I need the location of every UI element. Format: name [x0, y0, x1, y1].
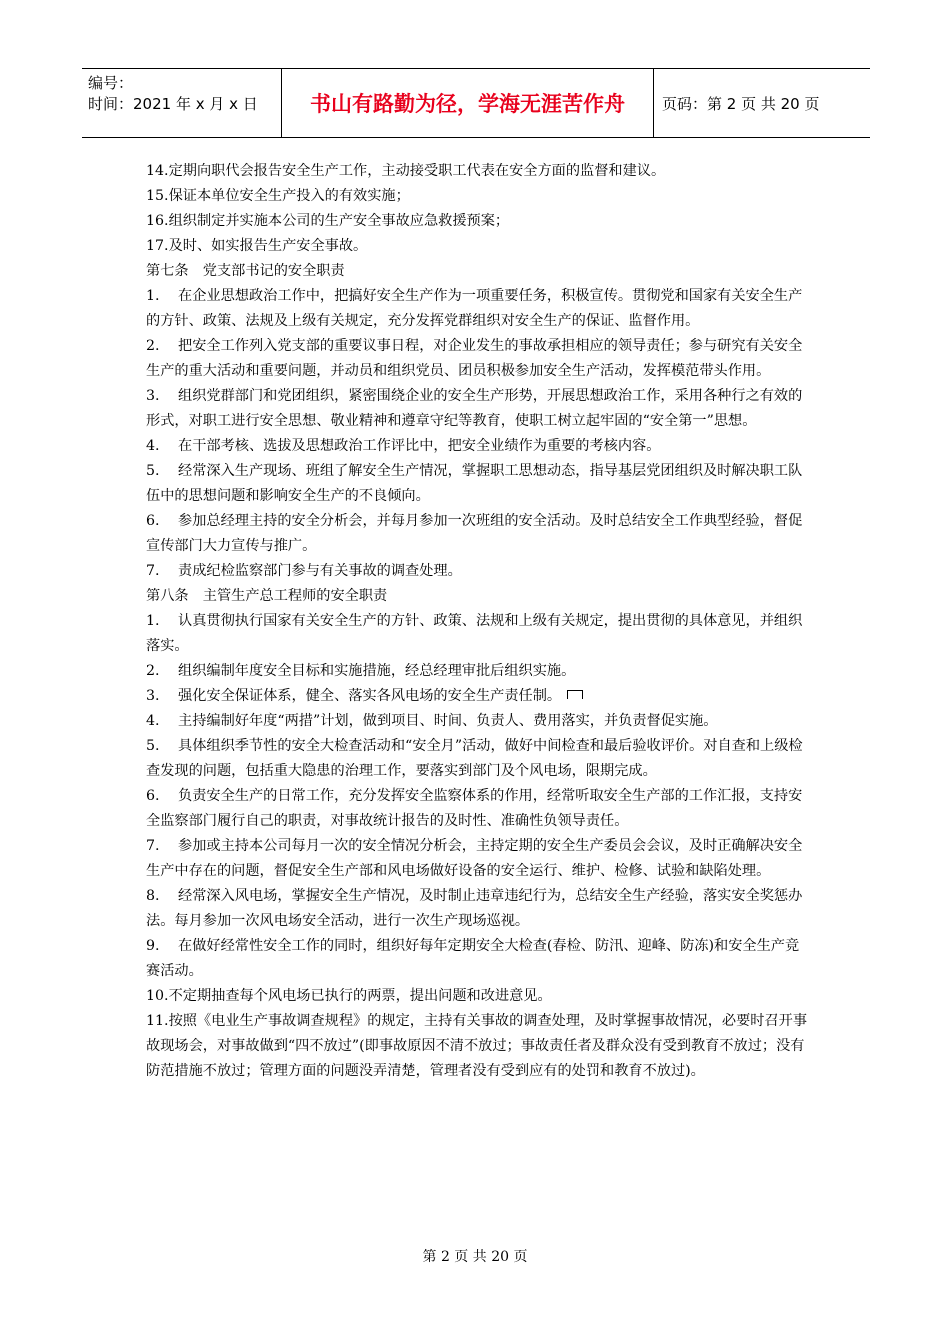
- list-item: [146, 734, 808, 784]
- paragraph: 14.定期向职代会报告安全生产工作，主动接受职工代表在安全方面的监督和建议。: [146, 163, 666, 179]
- list-item-text: 强化安全保证体系，健全、落实各风电场的安全生产责任制。: [178, 688, 562, 704]
- header-id-label: 编号：: [88, 74, 134, 92]
- list-item-number: 9.: [146, 938, 160, 954]
- header-page-label: 页码：第 2 页 共 20 页: [662, 94, 820, 113]
- list-item-number: 1.: [146, 613, 160, 629]
- paragraph: 第七条 党支部书记的安全职责: [146, 263, 345, 279]
- list-item-text: 责成纪检监察部门参与有关事故的调查处理。: [178, 563, 462, 579]
- paragraph: 11.按照《电业生产事故调查规程》的规定，主持有关事故的调查处理，及时掌握事故情况，必要时召开事故现场会，对事故做到“四不放过”(即事故原因不清不放过；事故责任者及群众没有受到教育不放过；没有防范措施不放过；管理方面的问题没弄清楚，管理者没有受到应有的处罚和教育不放过)。: [146, 1013, 808, 1079]
- list-item: [146, 384, 808, 434]
- paragraph: 10.不定期抽查每个风电场已执行的两票，提出问题和改进意见。: [146, 988, 552, 1004]
- list-item-text: 负责安全生产的日常工作，充分发挥安全监察体系的作用，经常听取安全生产部的工作汇报，支持安全监察部门履行自己的职责，对事故统计报告的及时性、准确性负领导责任。: [146, 788, 803, 829]
- list-item-text: 在做好经常性安全工作的同时，组织好每年定期安全大检查(春检、防汛、迎峰、防冻)和安全生产竞赛活动。: [146, 938, 800, 979]
- list-item: [146, 284, 808, 334]
- list-item-number: 2.: [146, 663, 160, 679]
- list-item-number: 2.: [146, 338, 160, 354]
- list-item: [146, 834, 808, 884]
- list-item: [146, 559, 808, 584]
- list-item-number: 7.: [146, 563, 160, 579]
- paragraph: 15.保证本单位安全生产投入的有效实施；: [146, 188, 410, 204]
- list-item-number: 1.: [146, 288, 160, 304]
- document-header: [82, 68, 870, 138]
- header-motto: 书山有路勤为径，学海无涯苦作舟: [282, 69, 654, 137]
- paragraph: 第八条 主管生产总工程师的安全职责: [146, 588, 388, 604]
- list-item-number: 6.: [146, 513, 160, 529]
- edit-mark-icon: [567, 690, 583, 699]
- list-item-text: 具体组织季节性的安全大检查活动和“安全月”活动，做好中间检查和最后验收评价。对自查和上级检查发现的问题，包括重大隐患的治理工作，要落实到部门及个风电场，限期完成。: [146, 738, 803, 779]
- list-item-text: 参加或主持本公司每月一次的安全情况分析会，主持定期的安全生产委员会会议，及时正确解决安全生产中存在的问题，督促安全生产部和风电场做好设备的安全运行、维护、检修、试验和缺陷处理。: [146, 838, 803, 879]
- list-item-text: 组织党群部门和党团组织，紧密围绕企业的安全生产形势，开展思想政治工作，采用各种行之有效的形式，对职工进行安全思想、敬业精神和遵章守纪等教育，使职工树立起牢固的“安全第一”思想。: [146, 388, 803, 429]
- list-item-number: 6.: [146, 788, 160, 804]
- list-item: [146, 459, 808, 509]
- list-item-number: 3.: [146, 388, 160, 404]
- list-item: [146, 434, 808, 459]
- list-item-number: 8.: [146, 888, 160, 904]
- list-item-text: 主持编制好年度“两措”计划，做到项目、时间、负责人、费用落实，并负责督促实施。: [178, 713, 718, 729]
- list-item: [146, 884, 808, 934]
- list-item-text: 把安全工作列入党支部的重要议事日程，对企业发生的事故承担相应的领导责任；参与研究有关安全生产的重大活动和重要问题，并动员和组织党员、团员积极参加安全生产活动，发挥模范带头作用。: [146, 338, 803, 379]
- paragraph: 17.及时、如实报告生产安全事故。: [146, 238, 368, 254]
- list-item: [146, 684, 808, 709]
- list-item-text: 参加总经理主持的安全分析会，并每月参加一次班组的安全活动。及时总结安全工作典型经验，督促宣传部门大力宣传与推广。: [146, 513, 803, 554]
- list-item: [146, 609, 808, 659]
- list-item-text: 在干部考核、选拔及思想政治工作评比中，把安全业绩作为重要的考核内容。: [178, 438, 661, 454]
- list-item-number: 3.: [146, 688, 160, 704]
- header-date-label: 时间：2021 年 x 月 x 日: [88, 95, 258, 113]
- list-item-number: 4.: [146, 713, 160, 729]
- list-item-text: 认真贯彻执行国家有关安全生产的方针、政策、法规和上级有关规定，提出贯彻的具体意见，并组织落实。: [146, 613, 803, 654]
- list-item-text: 经常深入风电场，掌握安全生产情况，及时制止违章违纪行为，总结安全生产经验，落实安全奖惩办法。每月参加一次风电场安全活动，进行一次生产现场巡视。: [146, 888, 803, 929]
- paragraph: 16.组织制定并实施本公司的生产安全事故应急救援预案；: [146, 213, 510, 229]
- list-item-number: 5.: [146, 463, 160, 479]
- list-item-text: 组织编制年度安全目标和实施措施，经总经理审批后组织实施。: [178, 663, 576, 679]
- list-item-text: 在企业思想政治工作中，把搞好安全生产作为一项重要任务，积极宣传。贯彻党和国家有关安全生产的方针、政策、法规及上级有关规定，充分发挥党群组织对安全生产的保证、监督作用。: [146, 288, 803, 329]
- document-body: [146, 159, 808, 1084]
- list-item: [146, 934, 808, 984]
- list-item: [146, 659, 808, 684]
- page-footer: 第 2 页 共 20 页: [422, 1249, 528, 1265]
- list-item: [146, 509, 808, 559]
- header-meta: [82, 69, 282, 137]
- list-item-number: 7.: [146, 838, 160, 854]
- list-item-text: 经常深入生产现场、班组了解安全生产情况，掌握职工思想动态，指导基层党团组织及时解决职工队伍中的思想问题和影响安全生产的不良倾向。: [146, 463, 803, 504]
- list-item: [146, 784, 808, 834]
- list-item-number: 5.: [146, 738, 160, 754]
- list-item: [146, 334, 808, 384]
- list-item-number: 4.: [146, 438, 160, 454]
- list-item: [146, 709, 808, 734]
